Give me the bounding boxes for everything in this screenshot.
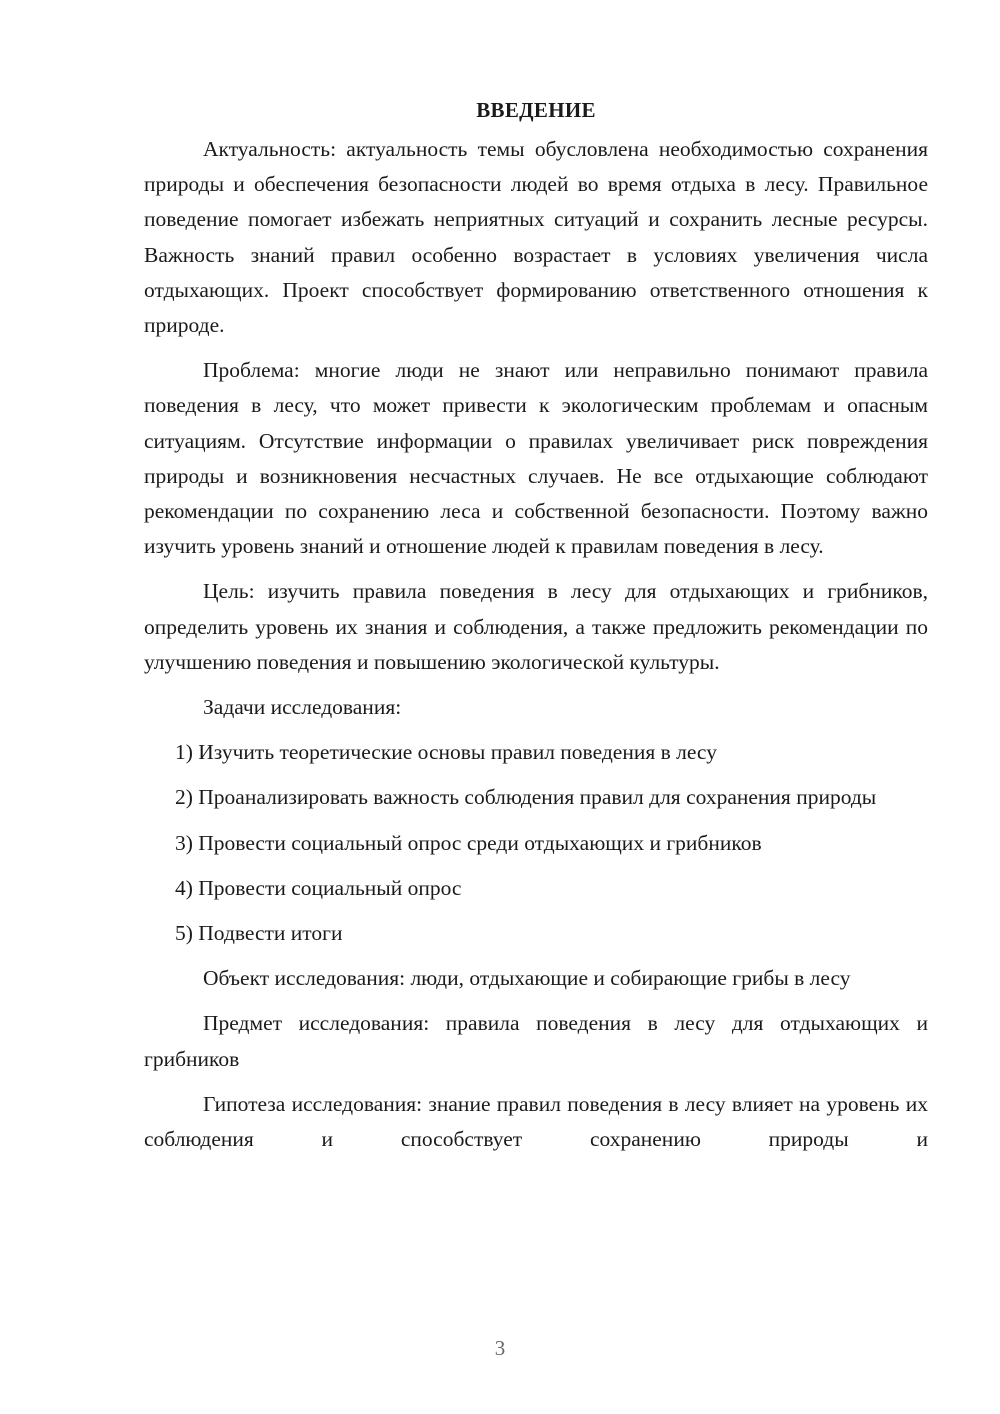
document-page: [144, 96, 928, 1167]
task-item: 1) Изучить теоретические основы правил поведения в лесу: [175, 740, 717, 765]
tasks-heading: Задачи исследования:: [203, 695, 402, 720]
relevance-paragraph: Актуальность: актуальность темы обусловлена необходимостью сохранения природы и обеспечения безопасности людей во время отдыха в лесу. Правильное поведение помогает избежать неприятных ситуаций и сохранить лесные ресурсы. Важность знаний правил особенно возрастает в условиях увеличения числа отдыхающих. Проект способствует формированию ответственного отношения к природе.: [144, 137, 928, 338]
subject-paragraph: Предмет исследования: правила поведения в лесу для отдыхающих и грибников: [144, 1011, 928, 1071]
page-title: ВВЕДЕНИЕ: [476, 98, 596, 122]
goal-paragraph: Цель: изучить правила поведения в лесу для отдыхающих и грибников, определить уровень их знания и соблюдения, а также предложить рекомендации по улучшению поведения и повышению экологической культуры.: [144, 579, 928, 674]
object-paragraph: Объект исследования: люди, отдыхающие и собирающие грибы в лесу: [203, 966, 851, 991]
task-item: 2) Проанализировать важность соблюдения правил для сохранения природы: [175, 785, 877, 810]
hypothesis-paragraph: Гипотеза исследования: знание правил поведения в лесу влияет на уровень их соблюдения и способствует сохранению природы и: [144, 1091, 928, 1152]
problem-paragraph: Проблема: многие люди не знают или неправильно понимают правила поведения в лесу, что может привести к экологическим проблемам и опасным ситуациям. Отсутствие информации о правилах увеличивает риск повреждения природы и возникновения несчастных случаев. Не все отдыхающие соблюдают рекомендации по сохранению леса и собственной безопасности. Поэтому важно изучить уровень знаний и отношение людей к правилам поведения в лесу.: [144, 358, 928, 559]
task-item: 4) Провести социальный опрос: [175, 875, 462, 900]
page-number: 3: [494, 1336, 506, 1360]
task-item: 5) Подвести итоги: [175, 921, 343, 946]
task-item: 3) Провести социальный опрос среди отдыхающих и грибников: [175, 830, 762, 855]
